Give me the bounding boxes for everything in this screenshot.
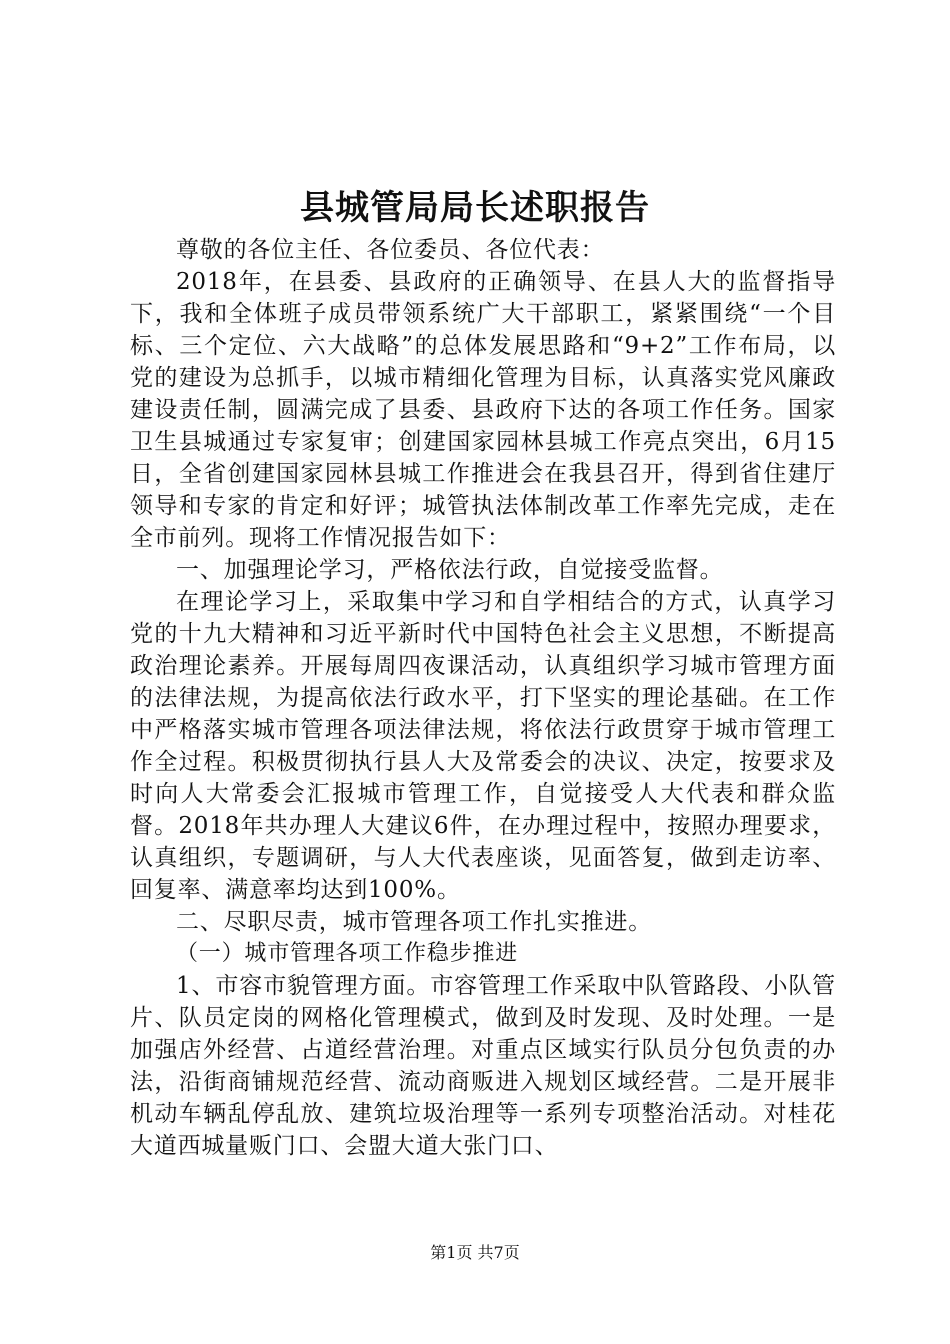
section-1-paragraph: 在理论学习上，采取集中学习和自学相结合的方式，认真学习党的十九大精神和习近平新时代中国特色社会主义思想，不断提高政治理论素养。开展每周四夜课活动，认真组织学习城市管理方面的法律法规，为提高依法行政水平，打下坚实的理论基础。在工作中严格落实城市管理各项法律法规，将依法行政贯穿于城市管理工作全过程。积极贯彻执行县人大及常委会的决议、决定，按要求及时向人大常委会汇报城市管理工作，自觉接受人大代表和群众监督。2018年共办理人大建议6件，在办理过程中，按照办理要求，认真组织，专题调研，与人大代表座谈，见面答复，做到走访率、回复率、满意率均达到100%。	[130, 589, 836, 903]
item-1-paragraph: 1、市容市貌管理方面。市容管理工作采取中队管路段、小队管片、队员定岗的网格化管理模式，做到及时发现、及时处理。一是加强店外经营、占道经营治理。对重点区域实行队员分包负责的办法，沿街商铺规范经营、流动商贩进入规划区域经营。二是开展非机动车辆乱停乱放、建筑垃圾治理等一系列专项整治活动。对桂花大道西城量贩门口、会盟大道大张门口、	[130, 973, 836, 1159]
intro-paragraph: 2018年，在县委、县政府的正确领导、在县人大的监督指导下，我和全体班子成员带领系统广大干部职工，紧紧围绕“一个目标、三个定位、六大战略”的总体发展思路和“9+2”工作布局，以党的建设为总抓手，以城市精细化管理为目标，认真落实党风廉政建设责任制，圆满完成了县委、县政府下达的各项工作任务。国家卫生县城通过专家复审；创建国家园林县城工作亮点突出，6月15日，全省创建国家园林县城工作推进会在我县召开，得到省住建厅领导和专家的肯定和好评；城管执法体制改革工作率先完成，走在全市前列。现将工作情况报告如下：	[130, 269, 836, 551]
subsection-heading-1: （一）城市管理各项工作稳步推进	[176, 941, 519, 966]
section-heading-2: 二、尽职尽责，城市管理各项工作扎实推进。	[176, 909, 652, 935]
document-body	[130, 234, 836, 1162]
salutation: 尊敬的各位主任、各位委员、各位代表：	[176, 237, 605, 263]
section-heading-1: 一、加强理论学习，严格依法行政，自觉接受监督。	[176, 557, 724, 583]
page-footer: 第1页 共7页	[430, 1243, 520, 1262]
document-title: 县城管局局长述职报告	[300, 188, 650, 228]
